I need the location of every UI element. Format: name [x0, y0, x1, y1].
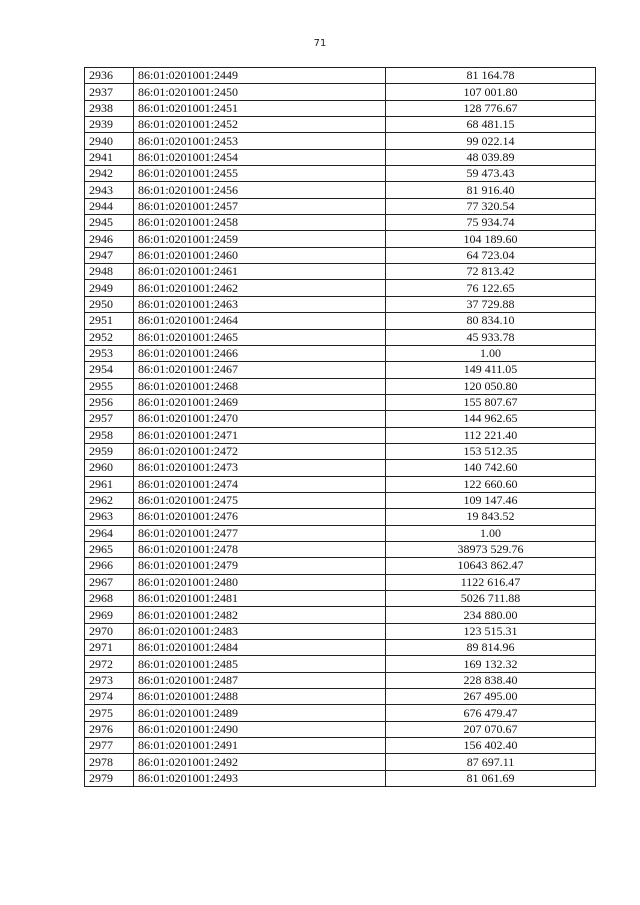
- cadastral-value: 37 729.88: [386, 296, 596, 312]
- cadastral-value: 10643 862.47: [386, 558, 596, 574]
- cadastral-value: 81 916.40: [386, 182, 596, 198]
- table-row: [85, 591, 596, 607]
- table-row: [85, 640, 596, 656]
- table-row: [85, 280, 596, 296]
- row-number: 2953: [85, 345, 134, 361]
- table-row: [85, 247, 596, 263]
- cadastral-number: 86:01:0201001:2475: [134, 492, 386, 508]
- table-row: [85, 672, 596, 688]
- table-row: [85, 100, 596, 116]
- table-row: [85, 721, 596, 737]
- table-row: [85, 476, 596, 492]
- cadastral-number: 86:01:0201001:2489: [134, 705, 386, 721]
- cadastral-value: 676 479.47: [386, 705, 596, 721]
- cadastral-value: 64 723.04: [386, 247, 596, 263]
- cadastral-value: 120 050.80: [386, 378, 596, 394]
- cadastral-number: 86:01:0201001:2465: [134, 329, 386, 345]
- cadastral-value: 267 495.00: [386, 689, 596, 705]
- row-number: 2975: [85, 705, 134, 721]
- table-row: [85, 362, 596, 378]
- table-row: [85, 329, 596, 345]
- cadastral-value: 81 061.69: [386, 770, 596, 786]
- row-number: 2943: [85, 182, 134, 198]
- cadastral-number: 86:01:0201001:2487: [134, 672, 386, 688]
- table-row: [85, 411, 596, 427]
- row-number: 2942: [85, 166, 134, 182]
- row-number: 2967: [85, 574, 134, 590]
- row-number: 2945: [85, 215, 134, 231]
- table-row: [85, 345, 596, 361]
- row-number: 2960: [85, 460, 134, 476]
- cadastral-number: 86:01:0201001:2466: [134, 345, 386, 361]
- cadastral-value: 123 515.31: [386, 623, 596, 639]
- row-number: 2939: [85, 117, 134, 133]
- cadastral-value: 87 697.11: [386, 754, 596, 770]
- table-row: [85, 215, 596, 231]
- cadastral-value: 156 402.40: [386, 738, 596, 754]
- cadastral-value: 128 776.67: [386, 100, 596, 116]
- cadastral-number: 86:01:0201001:2491: [134, 738, 386, 754]
- cadastral-number: 86:01:0201001:2478: [134, 541, 386, 557]
- table-row: [85, 443, 596, 459]
- cadastral-number: 86:01:0201001:2488: [134, 689, 386, 705]
- table-row: [85, 689, 596, 705]
- table-row: [85, 394, 596, 410]
- cadastral-number: 86:01:0201001:2455: [134, 166, 386, 182]
- row-number: 2978: [85, 754, 134, 770]
- cadastral-value: 104 189.60: [386, 231, 596, 247]
- cadastral-value: 153 512.35: [386, 443, 596, 459]
- table-row: [85, 607, 596, 623]
- table-row: [85, 705, 596, 721]
- table-row: [85, 117, 596, 133]
- cadastral-value: 144 962.65: [386, 411, 596, 427]
- cadastral-value: 107 001.80: [386, 84, 596, 100]
- cadastral-value: 1.00: [386, 525, 596, 541]
- row-number: 2946: [85, 231, 134, 247]
- cadastral-number: 86:01:0201001:2471: [134, 427, 386, 443]
- row-number: 2961: [85, 476, 134, 492]
- row-number: 2950: [85, 296, 134, 312]
- table-row: [85, 541, 596, 557]
- cadastral-value: 112 221.40: [386, 427, 596, 443]
- cadastral-value: 99 022.14: [386, 133, 596, 149]
- row-number: 2952: [85, 329, 134, 345]
- cadastral-value: 76 122.65: [386, 280, 596, 296]
- cadastral-value: 140 742.60: [386, 460, 596, 476]
- row-number: 2958: [85, 427, 134, 443]
- row-number: 2965: [85, 541, 134, 557]
- table-row: [85, 296, 596, 312]
- row-number: 2954: [85, 362, 134, 378]
- cadastral-value: 68 481.15: [386, 117, 596, 133]
- row-number: 2941: [85, 149, 134, 165]
- cadastral-value: 38973 529.76: [386, 541, 596, 557]
- table-row: [85, 623, 596, 639]
- table-row: [85, 133, 596, 149]
- row-number: 2936: [85, 68, 134, 84]
- cadastral-number: 86:01:0201001:2477: [134, 525, 386, 541]
- cadastral-value: 72 813.42: [386, 264, 596, 280]
- cadastral-value: 155 807.67: [386, 394, 596, 410]
- row-number: 2951: [85, 313, 134, 329]
- cadastral-number: 86:01:0201001:2480: [134, 574, 386, 590]
- table-row: [85, 427, 596, 443]
- row-number: 2940: [85, 133, 134, 149]
- row-number: 2938: [85, 100, 134, 116]
- cadastral-value: 169 132.32: [386, 656, 596, 672]
- row-number: 2947: [85, 247, 134, 263]
- table-row: [85, 574, 596, 590]
- cadastral-value: 5026 711.88: [386, 591, 596, 607]
- cadastral-value-table: [84, 67, 596, 787]
- table-row: [85, 231, 596, 247]
- cadastral-value: 228 838.40: [386, 672, 596, 688]
- table-row: [85, 558, 596, 574]
- cadastral-value: 59 473.43: [386, 166, 596, 182]
- row-number: 2959: [85, 443, 134, 459]
- cadastral-number: 86:01:0201001:2462: [134, 280, 386, 296]
- cadastral-number: 86:01:0201001:2449: [134, 68, 386, 84]
- table-row: [85, 738, 596, 754]
- row-number: 2963: [85, 509, 134, 525]
- cadastral-number: 86:01:0201001:2474: [134, 476, 386, 492]
- row-number: 2957: [85, 411, 134, 427]
- row-number: 2970: [85, 623, 134, 639]
- cadastral-number: 86:01:0201001:2485: [134, 656, 386, 672]
- cadastral-number: 86:01:0201001:2459: [134, 231, 386, 247]
- table-row: [85, 656, 596, 672]
- table-row: [85, 68, 596, 84]
- cadastral-number: 86:01:0201001:2490: [134, 721, 386, 737]
- table-body: [85, 68, 596, 787]
- cadastral-number: 86:01:0201001:2450: [134, 84, 386, 100]
- row-number: 2948: [85, 264, 134, 280]
- cadastral-number: 86:01:0201001:2467: [134, 362, 386, 378]
- cadastral-number: 86:01:0201001:2493: [134, 770, 386, 786]
- row-number: 2971: [85, 640, 134, 656]
- cadastral-value: 45 933.78: [386, 329, 596, 345]
- cadastral-number: 86:01:0201001:2469: [134, 394, 386, 410]
- cadastral-number: 86:01:0201001:2481: [134, 591, 386, 607]
- table-row: [85, 264, 596, 280]
- cadastral-number: 86:01:0201001:2451: [134, 100, 386, 116]
- cadastral-value: 207 070.67: [386, 721, 596, 737]
- row-number: 2969: [85, 607, 134, 623]
- table-row: [85, 313, 596, 329]
- cadastral-number: 86:01:0201001:2483: [134, 623, 386, 639]
- table-row: [85, 770, 596, 786]
- cadastral-value: 77 320.54: [386, 198, 596, 214]
- table-row: [85, 378, 596, 394]
- row-number: 2977: [85, 738, 134, 754]
- table-row: [85, 182, 596, 198]
- cadastral-number: 86:01:0201001:2482: [134, 607, 386, 623]
- cadastral-number: 86:01:0201001:2460: [134, 247, 386, 263]
- row-number: 2972: [85, 656, 134, 672]
- cadastral-number: 86:01:0201001:2473: [134, 460, 386, 476]
- cadastral-value: 1.00: [386, 345, 596, 361]
- row-number: 2949: [85, 280, 134, 296]
- table-row: [85, 198, 596, 214]
- table-row: [85, 166, 596, 182]
- cadastral-number: 86:01:0201001:2452: [134, 117, 386, 133]
- cadastral-number: 86:01:0201001:2484: [134, 640, 386, 656]
- row-number: 2966: [85, 558, 134, 574]
- cadastral-value: 19 843.52: [386, 509, 596, 525]
- table-row: [85, 84, 596, 100]
- cadastral-value: 75 934.74: [386, 215, 596, 231]
- row-number: 2937: [85, 84, 134, 100]
- cadastral-number: 86:01:0201001:2453: [134, 133, 386, 149]
- row-number: 2979: [85, 770, 134, 786]
- cadastral-value: 122 660.60: [386, 476, 596, 492]
- table-row: [85, 525, 596, 541]
- page-number: 71: [313, 38, 327, 49]
- table-row: [85, 492, 596, 508]
- row-number: 2944: [85, 198, 134, 214]
- cadastral-value: 1122 616.47: [386, 574, 596, 590]
- cadastral-value: 149 411.05: [386, 362, 596, 378]
- cadastral-number: 86:01:0201001:2456: [134, 182, 386, 198]
- cadastral-value: 80 834.10: [386, 313, 596, 329]
- cadastral-number: 86:01:0201001:2457: [134, 198, 386, 214]
- cadastral-value: 234 880.00: [386, 607, 596, 623]
- row-number: 2964: [85, 525, 134, 541]
- cadastral-value: 89 814.96: [386, 640, 596, 656]
- cadastral-number: 86:01:0201001:2476: [134, 509, 386, 525]
- cadastral-number: 86:01:0201001:2492: [134, 754, 386, 770]
- cadastral-value: 48 039.89: [386, 149, 596, 165]
- cadastral-number: 86:01:0201001:2479: [134, 558, 386, 574]
- table-row: [85, 149, 596, 165]
- row-number: 2955: [85, 378, 134, 394]
- cadastral-number: 86:01:0201001:2472: [134, 443, 386, 459]
- cadastral-number: 86:01:0201001:2454: [134, 149, 386, 165]
- table-row: [85, 754, 596, 770]
- cadastral-value: 109 147.46: [386, 492, 596, 508]
- table-row: [85, 460, 596, 476]
- row-number: 2974: [85, 689, 134, 705]
- cadastral-number: 86:01:0201001:2461: [134, 264, 386, 280]
- row-number: 2968: [85, 591, 134, 607]
- row-number: 2962: [85, 492, 134, 508]
- cadastral-number: 86:01:0201001:2470: [134, 411, 386, 427]
- cadastral-number: 86:01:0201001:2464: [134, 313, 386, 329]
- cadastral-number: 86:01:0201001:2463: [134, 296, 386, 312]
- cadastral-value: 81 164.78: [386, 68, 596, 84]
- table-row: [85, 509, 596, 525]
- cadastral-number: 86:01:0201001:2458: [134, 215, 386, 231]
- row-number: 2973: [85, 672, 134, 688]
- row-number: 2976: [85, 721, 134, 737]
- row-number: 2956: [85, 394, 134, 410]
- cadastral-number: 86:01:0201001:2468: [134, 378, 386, 394]
